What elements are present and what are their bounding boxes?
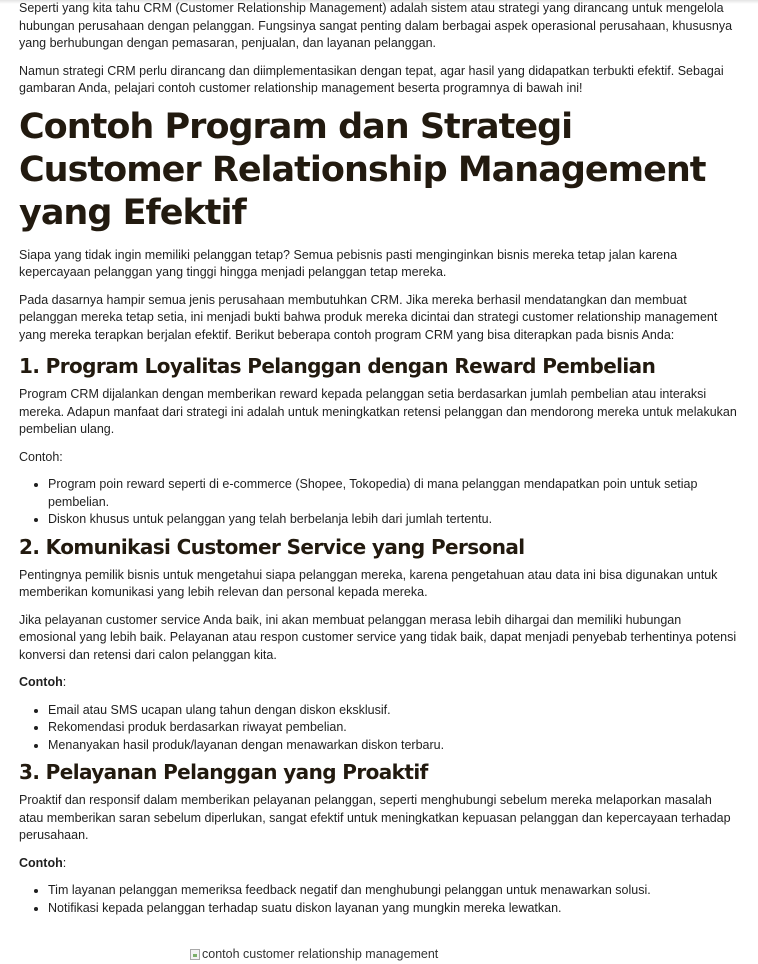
section-2-contoh-label: Contoh (19, 675, 63, 689)
list-item: • Program poin reward seperti di e-commerce (Shopee, Tokopedia) di mana pelanggan mendapatkan poin untuk setiap pembelian. (48, 476, 737, 511)
image-alt-text: contoh customer relationship management (202, 947, 439, 961)
section-3-list (19, 882, 737, 917)
article-image (190, 946, 737, 964)
section-3-contoh (19, 855, 737, 873)
section-1-heading: 1. Program Loyalitas Pelanggan dengan Reward Pembelian (19, 354, 656, 378)
section-1-contoh-label: Contoh: (19, 449, 63, 464)
section-3-contoh-label: Contoh (19, 855, 63, 870)
main-paragraph-2: Pada dasarnya hampir semua jenis perusahaan membutuhkan CRM. Jika mereka berhasil mendatangkan dan membuat pelanggan mereka tetap setia, ini menjadi bukti bahwa produk mereka dicintai dan strategi customer relationship management yang mereka terapkan berjalan efektif. Berikut beberapa contoh program CRM yang bisa diterapkan pada bisnis Anda: (19, 292, 718, 342)
section-3-heading: 3. Pelayanan Pelanggan yang Proaktif (19, 760, 428, 784)
list-item: • Tim layanan pelanggan memeriksa feedback negatif dan menghubungi pelanggan untuk menawarkan solusi. (48, 882, 737, 900)
section-2-contoh-colon: : (62, 675, 67, 689)
section-3-paragraph: Proaktif dan responsif dalam memberikan pelayanan pelanggan, seperti menghubungi sebelum mereka melaporkan masalah atau memberikan saran sebelum diperlukan, sangat efektif untuk meningkatkan kepuasan pelanggan dan kepercayaan terhadap perusahaan. (19, 793, 731, 842)
list-item: • Email atau SMS ucapan ulang tahun dengan diskon eksklusif. (48, 702, 737, 720)
article-title: Contoh Program dan Strategi Customer Relationship Management yang Efektif (19, 106, 706, 233)
broken-image-icon (190, 949, 200, 960)
section-2-heading: 2. Komunikasi Customer Service yang Personal (19, 534, 525, 559)
intro-paragraph-2: Namun strategi CRM perlu dirancang dan diimplementasikan dengan tepat, agar hasil yang didapatkan terbukti efektif. Sebagai gambaran Anda, pelajari contoh customer relationship management beserta programnya di bawah ini! (19, 63, 724, 95)
list-item: • Notifikasi kepada pelanggan terhadap suatu diskon layanan yang mungkin mereka lewatkan. (48, 900, 737, 918)
article-body (19, 0, 737, 964)
main-paragraph-1: Siapa yang tidak ingin memiliki pelanggan tetap? Semua pebisnis pasti menginginkan bisnis mereka tetap jalan karena kepercayaan pelanggan yang tinggi hingga menjadi pelanggan tetap mereka. (19, 247, 678, 279)
section-2-list (19, 702, 737, 755)
section-1-list (19, 476, 737, 529)
list-item: • Rekomendasi produk berdasarkan riwayat pembelian. (48, 719, 737, 737)
section-2-paragraph-2: Jika pelayanan customer service Anda baik, ini akan membuat pelanggan merasa lebih dihargai dan memiliki hubungan emosional yang lebih baik. Pelayanan atau respon customer service yang tidak baik, dapat menjadi penyebab terhentinya potensi konversi dan retensi dari calon pelanggan kita. (19, 612, 737, 662)
section-2-contoh (19, 674, 737, 692)
section-1-paragraph: Program CRM dijalankan dengan memberikan reward kepada pelanggan setia berdasarkan jumlah pembelian atau interaksi mereka. Adapun manfaat dari strategi ini adalah untuk meningkatkan retensi pelanggan dan mendorong mereka untuk melakukan pembelian ulang. (19, 387, 737, 436)
section-3-contoh-colon: : (62, 855, 67, 870)
list-item: • Diskon khusus untuk pelanggan yang telah berbelanja lebih dari jumlah tertentu. (48, 511, 737, 529)
section-2-paragraph-1: Pentingnya pemilik bisnis untuk mengetahui siapa pelanggan mereka, karena pengetahuan atau data ini bisa digunakan untuk memberikan komunikasi yang lebih relevan dan personal kepada mereka. (19, 567, 718, 599)
intro-paragraph-1: Seperti yang kita tahu CRM (Customer Relationship Management) adalah sistem atau strategi yang dirancang untuk mengelola hubungan perusahaan dengan pelanggan. Fungsinya sangat penting dalam berbagai aspek operasional perusahaan, khususnya yang berhubungan dengan pemasaran, penjualan, dan layanan pelanggan. (19, 1, 733, 50)
list-item: • Menanyakan hasil produk/layanan dengan menawarkan diskon terbaru. (48, 737, 737, 755)
